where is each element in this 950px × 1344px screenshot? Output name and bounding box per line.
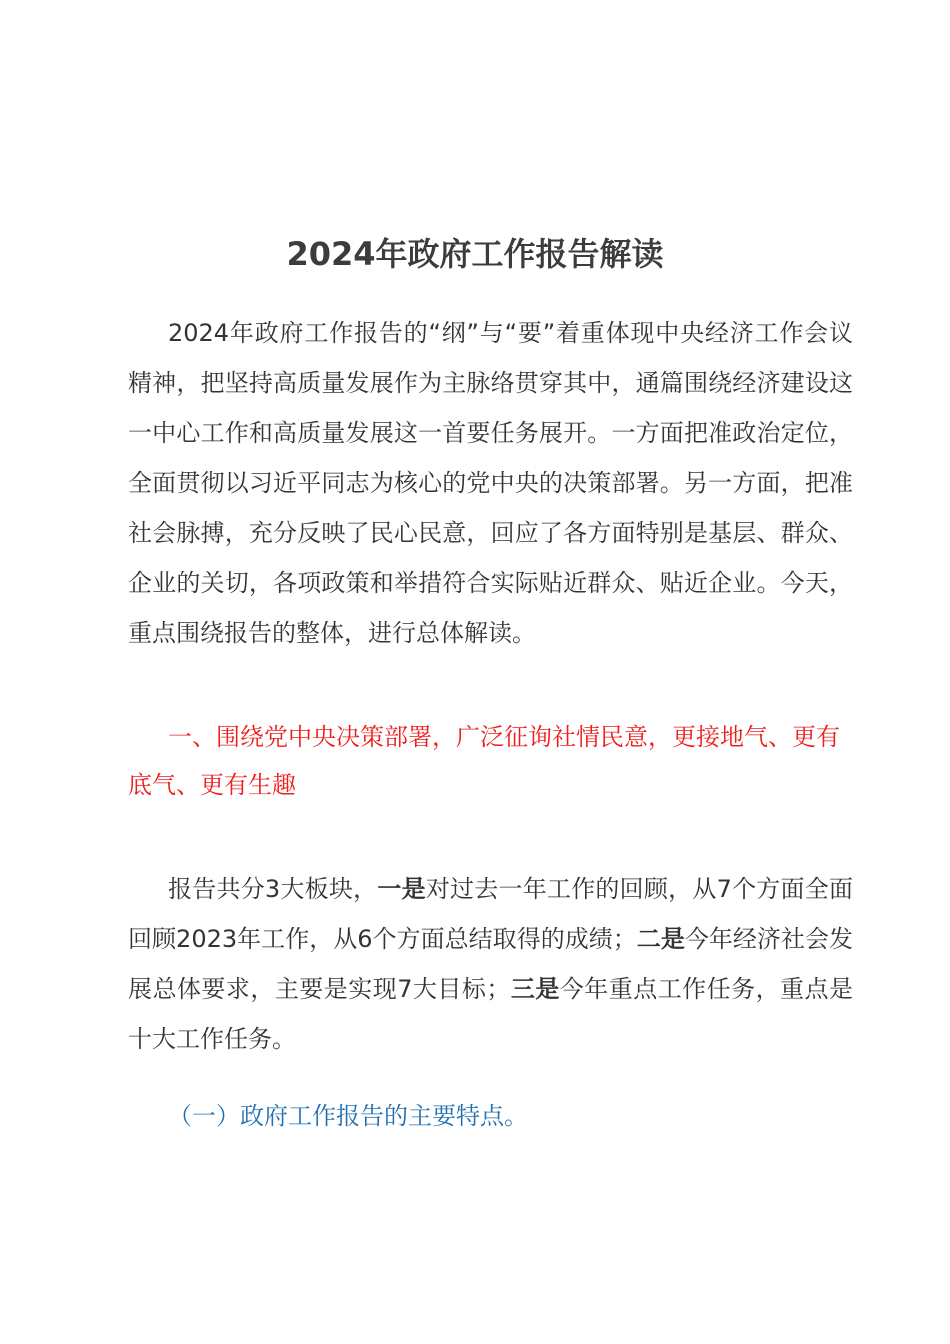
structure-paragraph xyxy=(128,864,853,1064)
section-heading-1: 一、围绕党中央决策部署，广泛征询社情民意，更接地气、更有底气、更有生趣 xyxy=(128,723,840,799)
subsection-heading-1: （一）政府工作报告的主要特点。 xyxy=(168,1102,528,1130)
bold-marker-3: 三是 xyxy=(510,975,560,1003)
paragraph-text: 对过去一年工作的回顾，从7个方面全面回顾2023年工作，从6个方面总结取得的成绩； xyxy=(128,875,853,953)
paragraph-text: 今年重点工作任务，重点是十大工作任务。 xyxy=(128,975,853,1053)
document-title: 2024年政府工作报告解读 xyxy=(286,235,664,273)
intro-paragraph: 2024年政府工作报告的“纲”与“要”着重体现中央经济工作会议精神，把坚持高质量发展作为主脉络贯穿其中，通篇围绕经济建设这一中心工作和高质量发展这一首要任务展开。一方面把准政治定位，全面贯彻以习近平同志为核心的党中央的决策部署。另一方面，把准社会脉搏，充分反映了民心民意，回应了各方面特别是基层、群众、企业的关切，各项政策和举措符合实际贴近群众、贴近企业。今天，重点围绕报告的整体，进行总体解读。 xyxy=(128,319,853,647)
paragraph-text: 今年经济社会发展总体要求，主要是实现7大目标； xyxy=(128,925,853,1003)
bold-marker-1: 一是 xyxy=(377,875,426,903)
paragraph-text: 报告共分3大板块， xyxy=(168,875,378,903)
bold-marker-2: 二是 xyxy=(636,925,685,953)
